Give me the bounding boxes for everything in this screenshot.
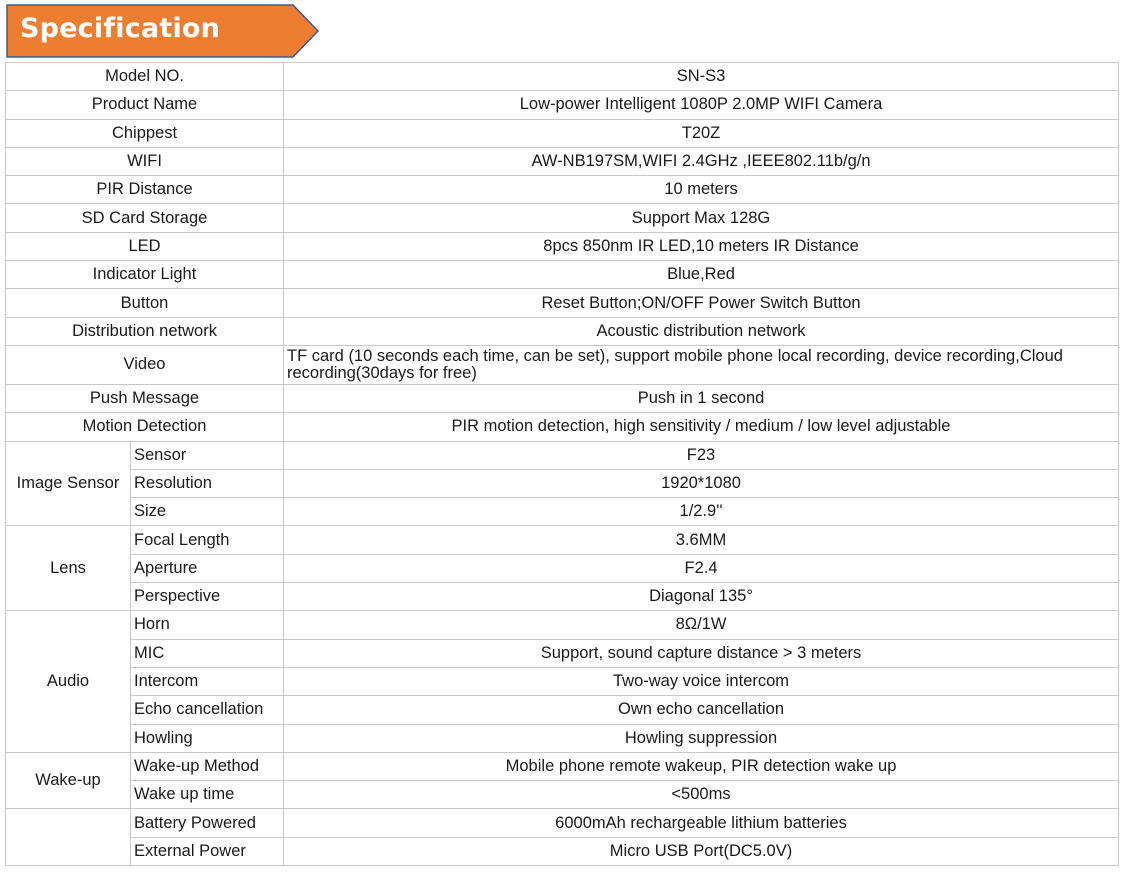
spec-value: 10 meters	[284, 176, 1119, 204]
spec-sub-label: Battery Powered	[131, 809, 284, 837]
spec-value: Low-power Intelligent 1080P 2.0MP WIFI Camera	[284, 91, 1119, 119]
spec-label: Video	[6, 345, 284, 384]
table-row	[6, 724, 1119, 752]
spec-label: Motion Detection	[6, 413, 284, 441]
table-row	[6, 611, 1119, 639]
table-row	[6, 232, 1119, 260]
spec-label: Indicator Light	[6, 261, 284, 289]
spec-sub-label: Echo cancellation	[131, 696, 284, 724]
table-row	[6, 696, 1119, 724]
spec-value: Blue,Red	[284, 261, 1119, 289]
spec-value: T20Z	[284, 119, 1119, 147]
spec-value: Support Max 128G	[284, 204, 1119, 232]
table-row	[6, 752, 1119, 780]
spec-sub-label: MIC	[131, 639, 284, 667]
specification-banner	[6, 4, 320, 58]
spec-value: Own echo cancellation	[284, 696, 1119, 724]
spec-sub-label: Intercom	[131, 667, 284, 695]
spec-value: Reset Button;ON/OFF Power Switch Button	[284, 289, 1119, 317]
spec-label: Model NO.	[6, 63, 284, 91]
spec-label: Chippest	[6, 119, 284, 147]
spec-value: Two-way voice intercom	[284, 667, 1119, 695]
table-row	[6, 345, 1119, 384]
spec-label: Distribution network	[6, 317, 284, 345]
spec-value: 1920*1080	[284, 469, 1119, 497]
spec-label: Push Message	[6, 384, 284, 412]
table-row	[6, 469, 1119, 497]
table-row	[6, 63, 1119, 91]
table-row	[6, 119, 1119, 147]
spec-value: Support, sound capture distance > 3 meters	[284, 639, 1119, 667]
spec-sub-label: Size	[131, 498, 284, 526]
spec-value: F23	[284, 441, 1119, 469]
spec-value: F2.4	[284, 554, 1119, 582]
table-row	[6, 639, 1119, 667]
table-row	[6, 204, 1119, 232]
spec-label: Product Name	[6, 91, 284, 119]
table-row	[6, 781, 1119, 809]
spec-value: 1/2.9''	[284, 498, 1119, 526]
spec-sub-label: Wake up time	[131, 781, 284, 809]
spec-value: Mobile phone remote wakeup, PIR detection wake up	[284, 752, 1119, 780]
spec-value: Acoustic distribution network	[284, 317, 1119, 345]
specification-table	[5, 62, 1119, 866]
table-row	[6, 176, 1119, 204]
table-row	[6, 147, 1119, 175]
spec-value: PIR motion detection, high sensitivity / medium / low level adjustable	[284, 413, 1119, 441]
spec-value: <500ms	[284, 781, 1119, 809]
spec-group-label: Wake-up	[6, 752, 131, 809]
spec-label: WIFI	[6, 147, 284, 175]
spec-value: 8Ω/1W	[284, 611, 1119, 639]
table-row	[6, 441, 1119, 469]
spec-sub-label: Horn	[131, 611, 284, 639]
spec-value: 8pcs 850nm IR LED,10 meters IR Distance	[284, 232, 1119, 260]
table-row	[6, 91, 1119, 119]
spec-value: TF card (10 seconds each time, can be set), support mobile phone local recording, device recording,Cloud recording(30days for free)	[284, 345, 1119, 384]
table-row	[6, 413, 1119, 441]
spec-value: Micro USB Port(DC5.0V)	[284, 837, 1119, 865]
spec-sub-label: Wake-up Method	[131, 752, 284, 780]
table-row	[6, 667, 1119, 695]
specification-title: Specification	[20, 13, 221, 44]
table-row	[6, 526, 1119, 554]
table-row	[6, 809, 1119, 837]
spec-sub-label: Howling	[131, 724, 284, 752]
table-row	[6, 554, 1119, 582]
spec-sub-label: Focal Length	[131, 526, 284, 554]
spec-sub-label: Resolution	[131, 469, 284, 497]
spec-sub-label: Perspective	[131, 583, 284, 611]
spec-label: SD Card Storage	[6, 204, 284, 232]
spec-value: AW-NB197SM,WIFI 2.4GHz ,IEEE802.11b/g/n	[284, 147, 1119, 175]
spec-value: 6000mAh rechargeable lithium batteries	[284, 809, 1119, 837]
spec-group-label: Audio	[6, 611, 131, 752]
spec-sub-label: Sensor	[131, 441, 284, 469]
spec-value: Diagonal 135°	[284, 583, 1119, 611]
spec-label: PIR Distance	[6, 176, 284, 204]
table-row	[6, 317, 1119, 345]
table-row	[6, 583, 1119, 611]
spec-group-label	[6, 809, 131, 866]
spec-label: LED	[6, 232, 284, 260]
spec-value: Howling suppression	[284, 724, 1119, 752]
table-row	[6, 261, 1119, 289]
table-row	[6, 498, 1119, 526]
spec-value: 3.6MM	[284, 526, 1119, 554]
spec-value: Push in 1 second	[284, 384, 1119, 412]
spec-value: SN-S3	[284, 63, 1119, 91]
table-row	[6, 837, 1119, 865]
spec-sub-label: Aperture	[131, 554, 284, 582]
table-row	[6, 384, 1119, 412]
spec-label: Button	[6, 289, 284, 317]
spec-group-label: Image Sensor	[6, 441, 131, 526]
table-row	[6, 289, 1119, 317]
spec-sub-label: External Power	[131, 837, 284, 865]
spec-group-label: Lens	[6, 526, 131, 611]
